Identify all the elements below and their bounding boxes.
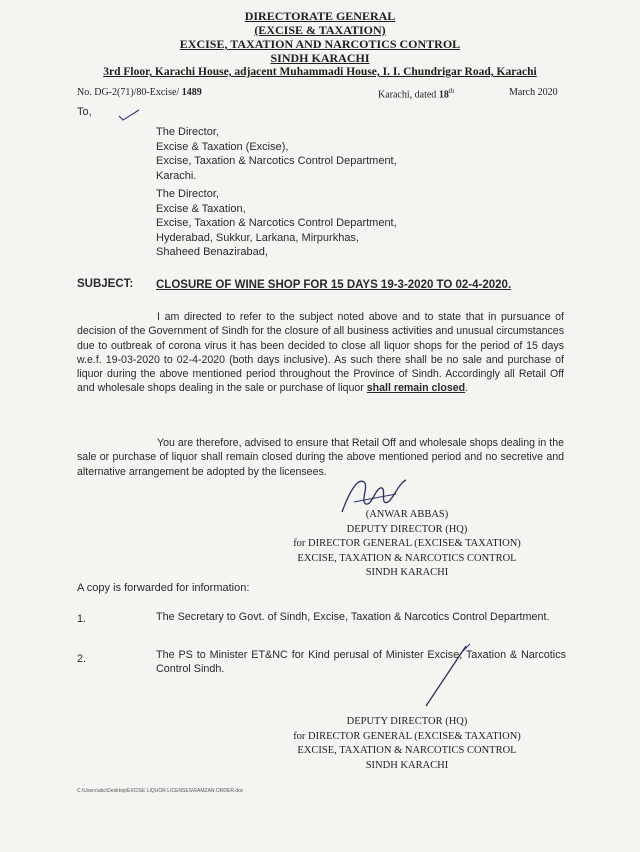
recipient-block-divisions <box>156 187 397 260</box>
body-paragraph-1-end: . <box>465 382 469 395</box>
tick-mark-icon <box>117 108 141 122</box>
recipient-block-karachi <box>156 125 397 183</box>
signatory-org: EXCISE, TAXATION & NARCOTICS CONTROL <box>297 552 517 564</box>
subject-label: SUBJECT: <box>77 278 134 290</box>
copy-item-number: 2. <box>77 653 87 665</box>
header-directorate: DIRECTORATE GENERAL <box>244 9 396 23</box>
recipient-line: Hyderabad, Sukkur, Larkana, Mirpurkhas, <box>156 231 359 244</box>
signatory-for: for DIRECTOR GENERAL (EXCISE& TAXATION) <box>293 730 521 742</box>
signatory-org: EXCISE, TAXATION & NARCOTICS CONTROL <box>297 745 517 756</box>
dated-prefix: Karachi, dated <box>378 89 437 101</box>
signatory-block-1 <box>262 508 552 581</box>
header-city: SINDH KARACHI <box>270 51 370 65</box>
to-label: To, <box>77 106 92 118</box>
header-excise-taxation: (EXCISE & TAXATION) <box>254 23 386 37</box>
recipient-line: The Director, <box>156 188 219 200</box>
date-day: 18 <box>438 89 449 101</box>
recipient-line: Karachi. <box>156 169 197 182</box>
emphasis-shall-remain-closed: shall remain closed <box>366 382 466 395</box>
footer-file-path: C:\Users\abc\Desktop\EXCISE LIQUOR LICENSES\RAMZAN ORDER.doc <box>77 788 244 794</box>
copy-item-number: 1. <box>77 613 87 625</box>
body-paragraph-1 <box>77 310 564 396</box>
recipient-line: Excise, Taxation & Narcotics Control Department, <box>156 155 397 167</box>
signatory-for: for DIRECTOR GENERAL (EXCISE& TAXATION) <box>293 538 521 549</box>
copy-forwarded-label: A copy is forwarded for information: <box>77 582 250 594</box>
reference-serial: 1489 <box>181 87 202 98</box>
reference-prefix: No. DG-2(71)/80-Excise/ <box>77 87 180 98</box>
header-department: EXCISE, TAXATION AND NARCOTICS CONTROL <box>179 37 461 51</box>
recipient-line: The Director, <box>156 126 219 138</box>
recipient-line: Shaheed Benazirabad, <box>156 246 268 258</box>
date-day-suffix: th <box>448 87 455 95</box>
date-month-year: March 2020 <box>509 87 558 98</box>
subject-text: CLOSURE OF WINE SHOP FOR 15 DAYS 19-3-2020 TO 02-4-2020. <box>156 279 512 291</box>
body-paragraph-2: You are therefore, advised to ensure that Retail Off and wholesale shops dealing in the sale or purchase of liquor shall remain closed during the above mentioned period and no secretive and alternative arrangement be adopted by the licensees. <box>77 437 564 478</box>
recipient-line: Excise & Taxation, <box>156 202 246 215</box>
signatory-city: SINDH KARACHI <box>365 567 449 578</box>
signatory-block-2 <box>262 715 552 773</box>
signatory-title: DEPUTY DIRECTOR (HQ) <box>346 523 468 535</box>
signatory-title: DEPUTY DIRECTOR (HQ) <box>346 716 468 727</box>
reference-number <box>77 87 202 98</box>
copy-item-text: The PS to Minister ET&NC for Kind perusal of Minister Excise, Taxation & Narcotics Control Sindh. <box>156 649 566 675</box>
signatory-city: SINDH KARACHI <box>365 759 449 771</box>
header-address: 3rd Floor, Karachi House, adjacent Muhammadi House, I. I. Chundrigar Road, Karachi <box>103 66 537 78</box>
signature-stroke-icon <box>420 640 480 710</box>
body-paragraph-1-text: I am directed to refer to the subject noted above and to state that in pursuance of decision of the Government of Sindh for the closure of all business activities and unusual circumstances due to outbreak of corona virus it has been decided to close all liquor shops for the period of 15 days w.e.f. 19-03-2020 to 02-4-2020 (both days inclusive). As such there shall be no sale and purchase of liquor during the above mentioned period throughout the Province of Sindh. Accordingly all Retail Off and wholesale shops dealing in the sale or purchase of liquor <box>77 311 564 395</box>
copy-item-text: The Secretary to Govt. of Sindh, Excise, Taxation & Narcotics Control Department. <box>156 611 550 623</box>
recipient-line: Excise & Taxation (Excise), <box>156 140 289 153</box>
signatory-name: (ANWAR ABBAS) <box>365 509 449 520</box>
recipient-line: Excise, Taxation & Narcotics Control Department, <box>156 217 397 229</box>
date-line <box>378 87 454 100</box>
